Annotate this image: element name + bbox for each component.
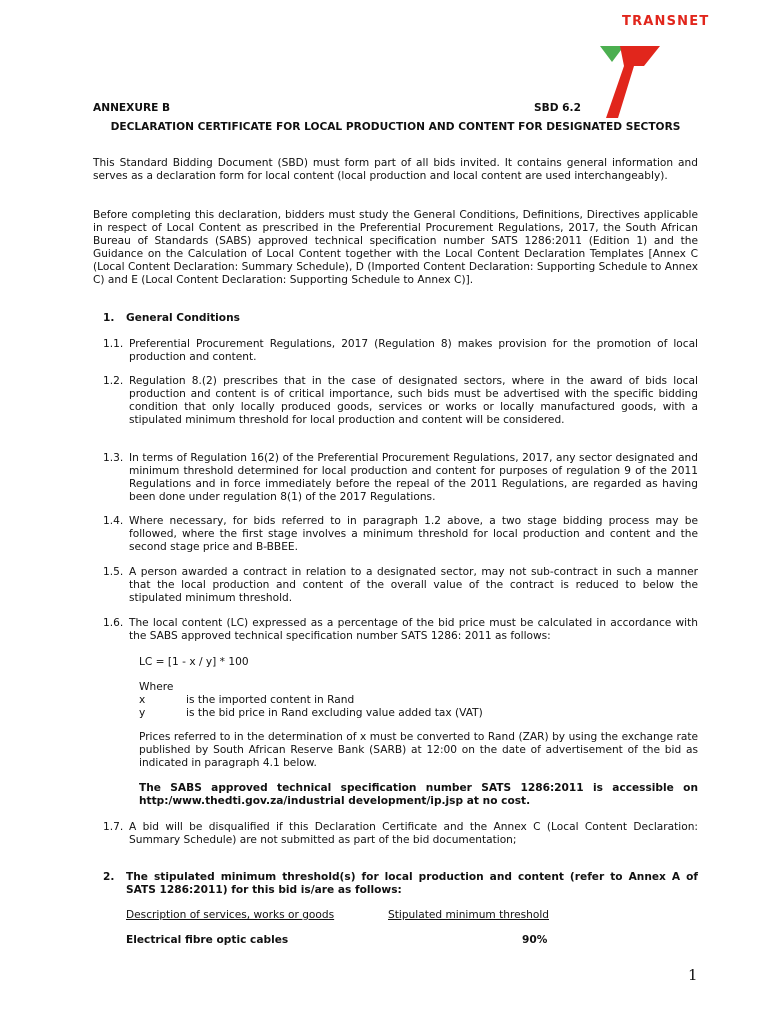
variable-symbol: x: [139, 694, 146, 706]
column-header-threshold: Stipulated minimum threshold: [388, 909, 549, 921]
intro-paragraph: This Standard Bidding Document (SBD) must form part of all bids invited. It contains general information and serves as a declaration form for local content (local production and local content are used interchangeably).: [93, 157, 698, 182]
annexure-label: ANNEXURE B: [93, 102, 171, 114]
section-number: 1.: [103, 312, 115, 324]
list-item: The local content (LC) expressed as a percentage of the bid price must be calculated in accordance with the SABS approved technical specification number SATS 1286: 2011 as follows:: [129, 617, 698, 642]
item-number: 1.3.: [103, 452, 124, 464]
variable-symbol: y: [139, 707, 146, 719]
variable-description: is the bid price in Rand excluding value added tax (VAT): [186, 707, 483, 719]
section-number: 2.: [103, 871, 115, 883]
section-heading: General Conditions: [126, 312, 240, 324]
page-title: DECLARATION CERTIFICATE FOR LOCAL PRODUCTION AND CONTENT FOR DESIGNATED SECTORS: [110, 121, 681, 133]
sabs-note: The SABS approved technical specification number SATS 1286:2011 is accessible on http:/www.thedti.gov.za/industrial development/ip.jsp at no cost.: [139, 782, 698, 807]
item-number: 1.5.: [103, 566, 124, 578]
lc-formula: LC = [1 - x / y] * 100: [139, 656, 249, 668]
list-item: In terms of Regulation 16(2) of the Preferential Procurement Regulations, 2017, any sector designated and minimum threshold determined for local production and content for purposes of regulation 9 of the 2011 Regulations and in force immediately before the repeal of the 2011 Regulations, are regarded as having been done under regulation 8(1) of the 2017 Regulations.: [129, 452, 698, 503]
section-heading: The stipulated minimum threshold(s) for local production and content (refer to Annex A of SATS 1286:2011) for this bid is/are as follows:: [126, 871, 698, 896]
list-item: A bid will be disqualified if this Declaration Certificate and the Annex C (Local Content Declaration: Summary Schedule) are not submitted as part of the bid documentation;: [129, 821, 698, 846]
prices-note: Prices referred to in the determination of x must be converted to Rand (ZAR) by using the exchange rate published by South African Reserve Bank (SARB) at 12:00 on the date of advertisement of the bid as indicated in paragraph 4.1 below.: [139, 731, 698, 769]
item-number: 1.6.: [103, 617, 124, 629]
intro-paragraph: Before completing this declaration, bidders must study the General Conditions, Definitions, Directives applicable in respect of Local Content as prescribed in the Preferential Procurement Regulations, 2017, the South African Bureau of Standards (SABS) approved technical specification number SATS 1286:2011 (Edition 1) and the Guidance on the Calculation of Local Content together with the Local Content Declaration Templates [Annex C (Local Content Declaration: Summary Schedule), D (Imported Content Declaration: Supporting Schedule to Annex C) and E (Local Content Declaration: Supporting Schedule to Annex C)].: [93, 209, 698, 286]
list-item: Where necessary, for bids referred to in paragraph 1.2 above, a two stage bidding process may be followed, where the first stage involves a minimum threshold for local production and content and the second stage price and B-BBEE.: [129, 515, 698, 553]
list-item: Regulation 8.(2) prescribes that in the case of designated sectors, where in the award of bids local production and content is of critical importance, such bids must be advertised with the specific bidding condition that only locally produced goods, services or works or locally manufactured goods, with a stipulated minimum threshold for local production and content will be considered.: [129, 375, 698, 426]
item-number: 1.4.: [103, 515, 124, 527]
list-item: A person awarded a contract in relation to a designated sector, may not sub-contract in such a manner that the local production and content of the overall value of the contract is reduced to below the stipulated minimum threshold.: [129, 566, 698, 604]
page-number: 1: [688, 966, 698, 984]
transnet-logo-text: TRANSNET: [622, 14, 710, 29]
sbd-label: SBD 6.2: [534, 102, 581, 114]
item-number: 1.2.: [103, 375, 124, 387]
threshold-row-value: 90%: [522, 934, 548, 946]
threshold-row-description: Electrical fibre optic cables: [126, 934, 289, 946]
variable-description: is the imported content in Rand: [186, 694, 355, 706]
item-number: 1.1.: [103, 338, 124, 350]
where-label: Where: [139, 681, 174, 693]
column-header-description: Description of services, works or goods: [126, 909, 335, 921]
list-item: Preferential Procurement Regulations, 2017 (Regulation 8) makes provision for the promotion of local production and content.: [129, 338, 698, 363]
item-number: 1.7.: [103, 821, 124, 833]
transnet-logo-icon: [598, 44, 662, 120]
